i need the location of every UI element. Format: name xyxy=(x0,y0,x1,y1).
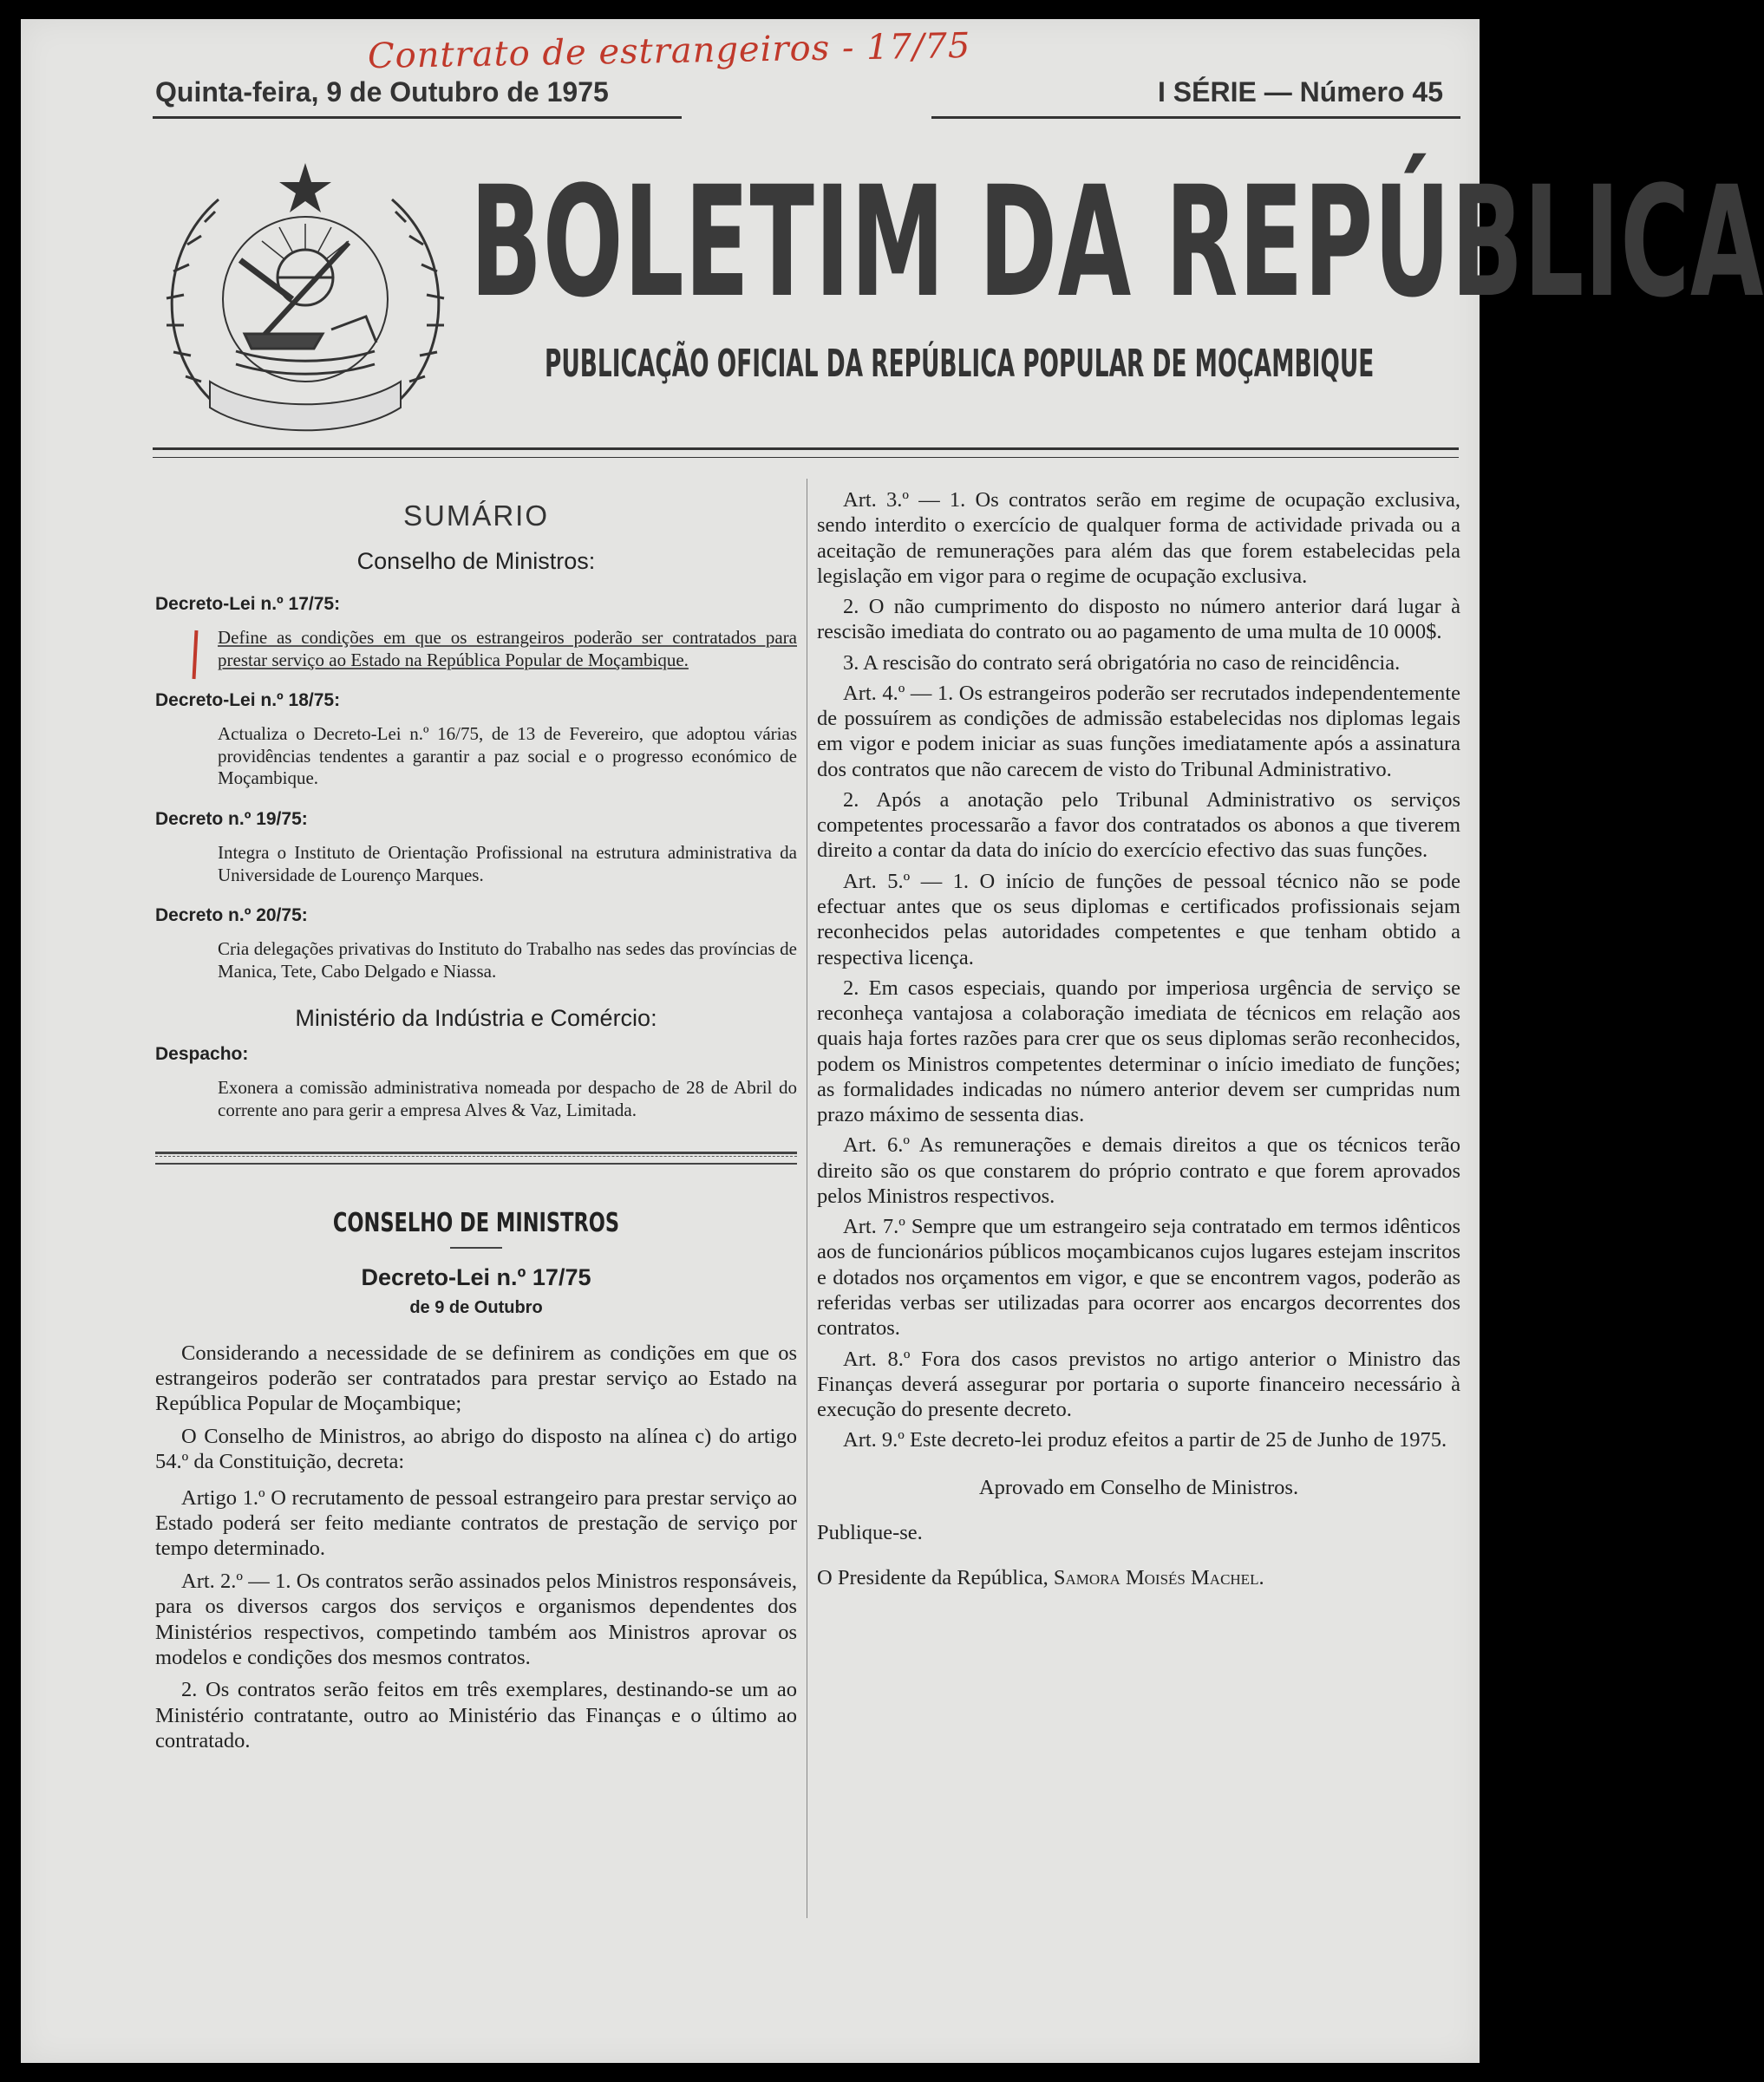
decree-paragraph: 2. Os contratos serão feitos em três exemplares, destinando-se um ao Ministério contratante, outro ao Ministério das Finanças e o último ao contratado. xyxy=(155,1678,797,1753)
decree-date: de 9 de Outubro xyxy=(409,1297,543,1317)
handwritten-annotation: Contrato de estrangeiros - 17/75 xyxy=(367,25,971,77)
summary-item-text: Integra o Instituto de Orientação Profissional na estrutura administrativa da Universidade de Lourenço Marques. xyxy=(218,842,797,885)
masthead-title: BOLETIM DA REPÚBLICA xyxy=(470,153,1764,331)
summary-item-text: Cria delegações privativas do Instituto do Trabalho nas sedes das províncias de Manica, Tete, Cabo Delgado e Niassa. xyxy=(218,938,797,982)
masthead-rule xyxy=(153,447,1459,458)
summary-item-label: Decreto-Lei n.º 18/75: xyxy=(155,690,341,711)
president-prefix: O Presidente da República, xyxy=(817,1565,1054,1589)
section-rule xyxy=(155,1152,797,1165)
decree-paragraph: 2. O não cumprimento do disposto no número anterior dará lugar à rescisão imediata do contrato ou ao pagamento de uma multa de 10 000$. xyxy=(817,595,1460,644)
short-rule xyxy=(450,1247,502,1249)
decree-paragraph: Art. 8.º Fora dos casos previstos no artigo anterior o Ministro das Finanças deverá assegurar por portaria o suporte financeiro necessário à execução do presente decreto. xyxy=(817,1347,1460,1422)
council-heading: CONSELHO DE MINISTROS xyxy=(332,1207,620,1238)
left-column xyxy=(155,487,797,1761)
decree-paragraph: 2. Em casos especiais, quando por imperiosa urgência de serviço se reconheça vantajosa a colaboração imediata de técnicos em relação aos quais haja fortes razões para crer que os seus diplomas serão reconhecidos, podem os Ministros competentes determinar o início imediato de funções; as formalidades indicadas no número anterior devem ser cumpridas num prazo máximo de sessenta dias. xyxy=(817,976,1460,1127)
summary-despacho-label: Despacho: xyxy=(155,1044,249,1065)
summary-section-council: Conselho de Ministros: xyxy=(356,548,596,574)
decree-paragraph: Art. 7.º Sempre que um estrangeiro seja contratado em termos idênticos aos de funcionários públicos moçambicanos cujos lugares estejam inscritos e dotados nos orçamentos em vigor, e que se encontrem vagos, poderão as referidas verbas ser utilizadas para ocorrer aos encargos decorrentes dos contratos. xyxy=(817,1215,1460,1341)
summary-section-ministry: Ministério da Indústria e Comércio: xyxy=(295,1005,657,1032)
publish-line: Publique-se. xyxy=(817,1520,923,1544)
summary-item-desc: Define as condições em que os estrangeiros poderão ser contratados para prestar serviço ao Estado na República Popular de Moçambique. xyxy=(218,627,797,670)
issue-serie-number: I SÉRIE — Número 45 xyxy=(1158,76,1443,108)
president-signature xyxy=(817,1566,1460,1590)
decree-paragraph: O Conselho de Ministros, ao abrigo do disposto na alínea c) do artigo 54.º da Constituição, decreta: xyxy=(155,1424,797,1474)
decree-paragraph: Artigo 1.º O recrutamento de pessoal estrangeiro para prestar serviço ao Estado poderá ser feito mediante contratos de prestação de serviço por tempo determinado. xyxy=(155,1485,797,1561)
summary-despacho-text: Exonera a comissão administrativa nomeada por despacho de 28 de Abril do corrente ano para gerir a empresa Alves & Vaz, Limitada. xyxy=(218,1077,797,1121)
header-rule-right xyxy=(931,116,1460,119)
summary-item-text: Actualiza o Decreto-Lei n.º 16/75, de 13 de Fevereiro, que adoptou várias providências tendentes a garantir a paz social e o progresso económico de Moçambique. xyxy=(218,723,797,789)
decree-paragraph: Art. 9.º Este decreto-lei produz efeitos a partir de 25 de Junho de 1975. xyxy=(843,1428,1447,1452)
decree-paragraph: Art. 3.º — 1. Os contratos serão em regime de ocupação exclusiva, sendo interdito o exercício de qualquer forma de actividade privada ou a aceitação de remunerações para além das que forem estabelecidas pela legislação em vigor para o regime de ocupação exclusiva. xyxy=(817,488,1460,588)
header-rule-left xyxy=(153,116,682,119)
issue-date: Quinta-feira, 9 de Outubro de 1975 xyxy=(155,76,609,108)
decree-paragraph: Art. 4.º — 1. Os estrangeiros poderão ser recrutados independentemente de possuírem as condições de admissão estabelecidas nos diplomas legais em vigor e podem iniciar as suas funções imediatamente após a assinatura dos contratos que não carecem de visto do Tribunal Administrativo. xyxy=(817,681,1460,781)
summary-item-label: Decreto n.º 19/75: xyxy=(155,809,308,830)
decree-paragraph: 3. A rescisão do contrato será obrigatória no caso de reincidência. xyxy=(843,650,1401,675)
president-name: Samora Moisés Machel. xyxy=(1053,1565,1264,1589)
decree-paragraph: Art. 2.º — 1. Os contratos serão assinados pelos Ministros responsáveis, para os diversos cargos dos serviços e organismos dependentes dos Ministérios respectivos, competindo também aos Ministros aprovar os modelos e condições dos mesmos contratos. xyxy=(155,1569,797,1669)
decree-paragraph: 2. Após a anotação pelo Tribunal Administrativo os serviços competentes processarão a favor dos contratados os abonos a que tiverem direito a contar da data do início do exercício efectivo das suas funções. xyxy=(817,787,1460,863)
summary-item-label: Decreto n.º 20/75: xyxy=(155,905,308,926)
summary-heading: SUMÁRIO xyxy=(402,499,549,532)
red-margin-mark xyxy=(193,630,199,679)
decree-paragraph: Art. 5.º — 1. O início de funções de pessoal técnico não se pode efectuar antes que os seus diplomas e certificados profissionais sejam reconhecidos pelas autoridades competentes e que tenham obtido a respectiva licença. xyxy=(817,869,1460,969)
decree-paragraph: Art. 6.º As remunerações e demais direitos a que os técnicos terão direito são os que constarem do próprio contrato e que forem aprovados pelos Ministros respectivos. xyxy=(817,1133,1460,1208)
right-column xyxy=(817,487,1460,1590)
approval-line: Aprovado em Conselho de Ministros. xyxy=(978,1475,1299,1499)
summary-item-text xyxy=(202,627,797,671)
masthead-subtitle: PUBLICAÇÃO OFICIAL DA REPÚBLICA POPULAR DE MOÇAMBIQUE xyxy=(545,342,1375,386)
decree-paragraph: Considerando a necessidade de se definirem as condições em que os estrangeiros poderão ser contratados para prestar serviço ao Estado na República Popular de Moçambique; xyxy=(155,1341,797,1416)
summary-item-label: Decreto-Lei n.º 17/75: xyxy=(155,594,341,614)
national-emblem-icon xyxy=(149,147,461,442)
gazette-page xyxy=(21,19,1764,2063)
decree-title: Decreto-Lei n.º 17/75 xyxy=(361,1263,591,1290)
